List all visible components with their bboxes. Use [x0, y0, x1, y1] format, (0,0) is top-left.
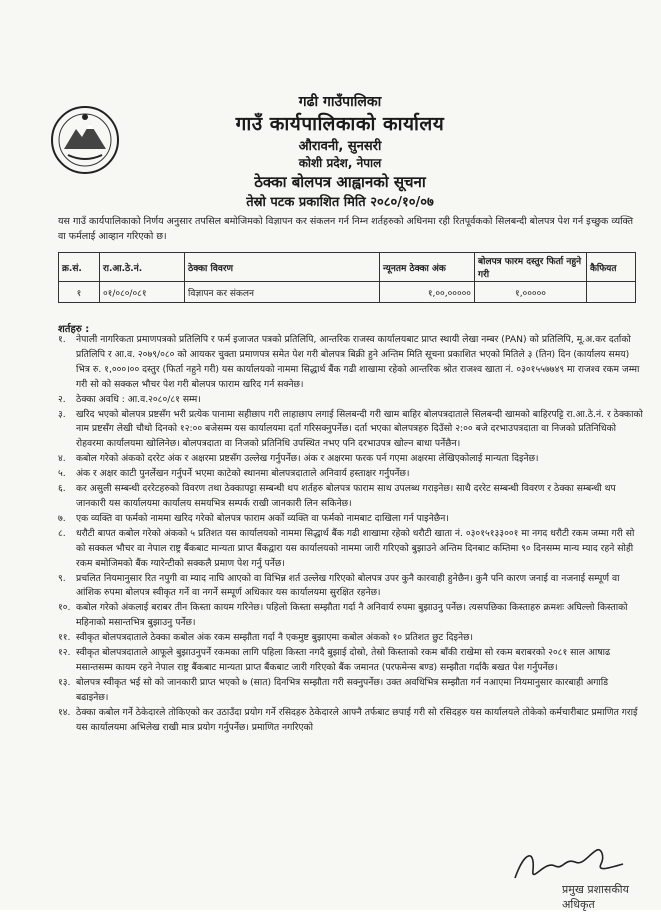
government-emblem-icon: [50, 105, 120, 175]
col-contract-no: रा.आ.ठे.नं.: [100, 253, 185, 282]
list-item: [58, 527, 643, 572]
term-number: १३.: [58, 676, 71, 688]
table-header-row: [59, 253, 636, 282]
signature-label: प्रमुख प्रशासकीय अधिकृत: [562, 883, 630, 911]
cell-form-fee: १,०००००: [475, 282, 587, 303]
term-text: ठेक्का अवधि : आ.व.२०८०/८१ सम्म।: [76, 393, 201, 405]
intro-paragraph: यस गाउँ कार्यपालिकाको निर्णय अनुसार तपसिल बमोजिमको विज्ञापन कर संकलन गर्न निम्न शर्तहरुको अधिनमा रही रितपूर्वकको सिलबन्दी बोलपत्र पेश गर्न इच्छुक व्यक्ति वा फर्मलाई आव्हान गरिएको छ।: [58, 216, 634, 242]
table-row: [59, 282, 636, 303]
term-text: कबोल गरेको अंकलाई बराबर तीन किस्ता कायम गरिनेछ। पहिलो किस्ता सम्झौता गर्दा नै अनिवार्य रुपमा बुझाउनु पर्नेछ। त्यसपछिका किस्ताहरु क्रमशः अघिल्लो किस्ताको महिनाको मसान्तभित्र बुझाउनु पर्नेछ।: [76, 602, 628, 629]
list-item: [58, 512, 643, 527]
list-item: [58, 482, 643, 512]
term-number: १०.: [58, 602, 71, 614]
term-number: ५.: [58, 468, 66, 480]
col-minimum-amount: न्यूनतम ठेक्का अंक: [380, 253, 475, 282]
province-name: कोशी प्रदेश, नेपाल: [298, 156, 382, 170]
term-number: ७.: [58, 512, 66, 524]
tender-table: [58, 252, 636, 303]
list-item: [58, 706, 643, 736]
term-text: स्वीकृत बोलपत्रदाताले आफूले बुझाउनुपर्ने रकमका लागि पहिला किस्ता नगदै बुझाई दोस्रो, तेस्रो किस्ताको रकम बाँकी राखेमा सो रकम बराबरको २०८१ साल आषाढ मसान्तसम्म कायम रहने नेपाल राष्ट्र बैंकबाट मान्यता प्राप्त बैंकबाट जारी गरिएको बैंक जमानत (परफमेन्स बण्ड) सम्झौता गर्दाकै बखत पेश गर्नुपर्नेछ।: [76, 647, 611, 673]
term-number: ६.: [58, 483, 66, 495]
term-text: खरिद भएको बोलपत्र प्रष्टसँग भरी प्रत्येक पानामा सहीछाप गरी लाहाछाप लगाई सिलबन्दी गरी खाम बाहिर बोलपत्रदाताले सिलबन्दी खामको बाहिरपट्टि रा.आ.ठे.नं. र ठेक्काको नाम प्रष्टसँग लेखी चौथो दिनको १२:०० बजेसम्म यस कार्यालयमा दर्ता गरिसक्नुपर्नेछ। दर्ता भएका बोलपत्रहरु दिउँसो २:०० बजे दरभाउपत्रदाता वा निजको प्रतिनिधिको रोहवरमा कार्यालयमा खोलिनेछ। बोलपत्रदाता वा निजको प्रतिनिधि उपस्थित नभए पनि दरभाउपत्र खोल्न बाधा पर्नेछैन।: [76, 408, 643, 450]
term-text: कर असुली सम्बन्धी दररेटहरुको विवरण तथा ठेक्कापट्टा सम्बन्धी थप शर्तहरु बोलपत्र फाराम साथ उपलब्ध गराइनेछ। साथै दररेट सम्बन्धी विवरण र ठेक्का सम्बन्धी थप जानकारी यस कार्यालयमा कार्यालय समयभित्र सम्पर्क राखी जानकारी लिन सकिनेछ।: [76, 483, 616, 509]
office-location: औरावनी, सुनसरी: [298, 139, 382, 154]
term-number: १.: [58, 334, 66, 345]
col-serial: क्र.सं.: [59, 253, 100, 282]
list-item: [58, 676, 643, 706]
cell-description: विज्ञापन कर संकलन: [185, 282, 380, 303]
list-item: [58, 572, 643, 602]
term-text: एक व्यक्ति वा फर्मको नाममा खरिद गरेको बोलपत्र फाराम अर्को व्यक्ति वा फर्मको नामबाट दाखिला गर्न पाइनेछैन।: [76, 512, 449, 524]
term-text: धरौटी बापत कबोल गरेको अंकको ५ प्रतिशत यस कार्यालयको नाममा सिद्धार्थ बैंक गढी शाखामा रहेको धरौटी खाता नं. ०३०१५१३३००१ मा नगद धरौटी रकम जम्मा गरी सो को सक्कल भौचर वा नेपाल राष्ट्र बैंकबाट मान्यता प्राप्त बैंकद्वारा यस कार्यालयको नाममा जारी गरिएको बुझाउने अन्तिम दिनबाट कम्तिमा ९० दिनसम्म मान्य म्याद रहने सोही रकम बमोजिमको बैंक ग्यारेन्टीको सक्कलै प्रमाण पेश गर्नु पर्नेछ।: [76, 527, 635, 569]
term-number: ३.: [58, 408, 66, 420]
cell-serial: १: [59, 282, 100, 303]
col-description: ठेक्का विवरण: [185, 253, 380, 282]
publication-date: तेस्रो पटक प्रकाशित मिति २०८०/१०/०७: [246, 195, 434, 210]
terms-list: [58, 333, 643, 735]
term-number: ४.: [58, 453, 66, 465]
term-number: ११.: [58, 632, 71, 644]
term-text: नेपाली नागरिकता प्रमाणपत्रको प्रतिलिपि र फर्म इजाजत पत्रको प्रतिलिपि, आन्तरिक राजस्व कार्यालयबाट प्राप्त स्थायी लेखा नम्बर (PAN) को प्रतिलिपि, मू.अ.कर दर्ताको प्रतिलिपि र आ.व. २०७९/०८० को आयकर चुक्ता प्रमाणपत्र समेत पेश गरी बोलपत्र बिक्री हुने अन्तिम मिति सूचना प्रकाशित भएको मितिले ३ (तिन) दिन (कार्यालय समय) भित्र रु. १,०००।०० दस्तुर (फिर्ता नहुने गरी) यस कार्यालयको नाममा सिद्धार्थ बैंक गढी शाखामा रहेको आन्तरिक श्रोत राजश्व खाता नं. ०३०१५५७७४९ मा राजश्व रकम जम्मा गरी सो को सक्कल भौचर पेश गरी बोलपत्र फाराम खरिद गर्न सक्नेछ।: [76, 334, 640, 390]
terms-heading: शर्तहरु :: [58, 324, 90, 335]
municipality-name: गढी गाउँपालिका: [298, 94, 382, 110]
term-number: १४.: [58, 706, 71, 718]
list-item: [58, 646, 643, 676]
col-remarks: कैफियत: [587, 253, 636, 282]
list-item: [58, 452, 643, 467]
term-text: स्वीकृत बोलपत्रदाताले ठेक्का कबोल अंक रकम सम्झौता गर्दा नै एकमुष्ट बुझाएमा कबोल अंकको १० प्रतिशत छुट दिइनेछ।: [76, 632, 473, 644]
cell-contract-no: ०१/०८०/०८१: [100, 282, 185, 303]
term-text: कबोल गरेको अंकको दररेट अंक र अक्षरमा प्रष्टसँग उल्लेख गर्नुपर्नेछ। अंक र अक्षरमा फरक पर्न गएमा अक्षरमा लेखिएकोलाई मान्यता दिइनेछ।: [76, 453, 539, 465]
term-text: प्रचलित नियमानुसार रित नपुगी वा म्याद नाघि आएको वा विभिन्न शर्त उल्लेख गरिएको बोलपत्र उपर कुनै कारवाही हुनेछैन। कुनै पनि कारण जनाई वा नजनाई सम्पूर्ण वा आंशिक रुपमा बोलपत्र स्वीकृत गर्ने वा नगर्ने सम्पूर्ण अधिकार यस कार्यालयमा सुरक्षित रहनेछ।: [76, 572, 620, 599]
term-number: २.: [58, 393, 66, 405]
term-text: ठेक्का कबोल गर्ने ठेकेदारले तोकिएको कर उठाउँदा प्रयोग गर्ने रसिदहरु ठेकेदारले आफ्नै तर्फबाट छपाई गरी सो रसिदहरु यस कार्यालयले तोकेको कर्मचारीबाट प्रमाणित गराई यस कार्यालयमा अभिलेख राखी मात्र प्रयोग गर्नुपर्नेछ। प्रमाणित नगरिएको: [76, 706, 638, 733]
list-item: [58, 333, 643, 393]
list-item: [58, 631, 643, 646]
list-item: [58, 408, 643, 453]
term-number: ९.: [58, 572, 66, 584]
term-number: १२.: [58, 647, 71, 659]
list-item: [58, 467, 643, 482]
term-number: ८.: [58, 527, 66, 539]
term-text: बोलपत्र स्वीकृत भई सो को जानकारी प्राप्त भएको ७ (सात) दिनभित्र सम्झौता गरी सक्नुपर्नेछ। उक्त अवधिभित्र सम्झौता गर्न नआएमा नियमानुसार कारबाही अगाडि बढाइनेछ।: [76, 676, 609, 703]
cell-minimum-amount: १,००,०००००: [380, 282, 475, 303]
list-item: [58, 393, 643, 408]
term-text: अंक र अक्षर काटी पुनर्लेखन गर्नुपर्ने भएमा काटेको स्थानमा बोलपत्रदाताले अनिवार्य हस्ताक्षर गर्नुपर्नेछ।: [76, 468, 410, 480]
notice-title: ठेक्का बोलपत्र आह्वानको सूचना: [254, 173, 426, 191]
list-item: [58, 601, 643, 631]
office-name: गाउँ कार्यपालिकाको कार्यालय: [235, 113, 445, 135]
cell-remarks: [587, 282, 636, 303]
col-form-fee: बोलपत्र फारम दस्तुर फिर्ता नहुने गरी: [475, 253, 587, 282]
